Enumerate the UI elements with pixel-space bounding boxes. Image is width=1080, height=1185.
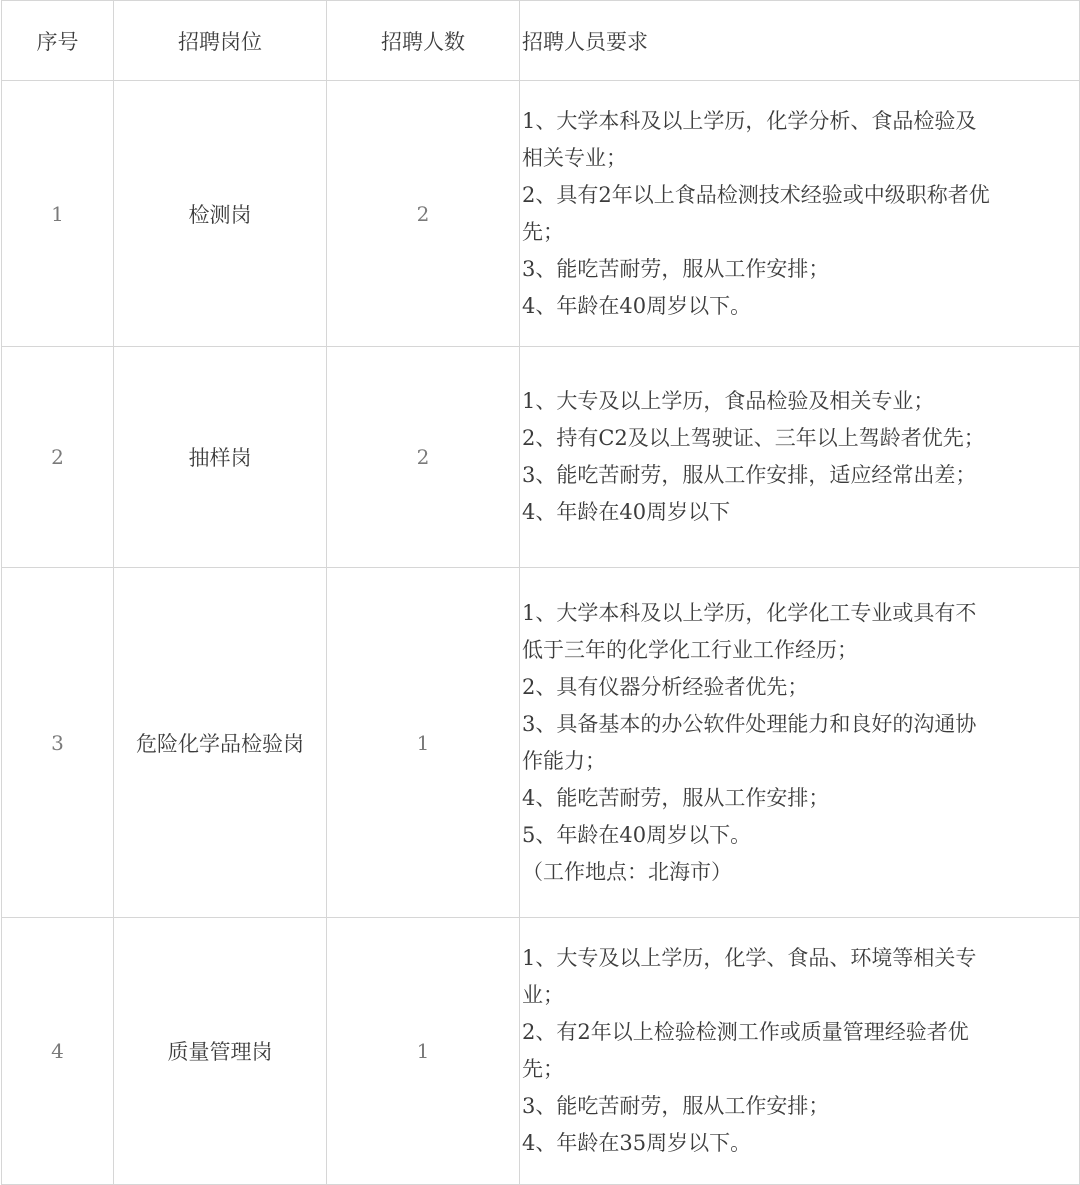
header-serial-number: 序号 xyxy=(2,1,114,81)
header-position: 招聘岗位 xyxy=(114,1,327,81)
row-serial-number: 3 xyxy=(2,568,114,918)
row-serial-number: 2 xyxy=(2,347,114,568)
row-serial-number: 4 xyxy=(2,918,114,1185)
requirement-line: 1、大专及以上学历，化学、食品、环境等相关专 xyxy=(522,946,977,970)
row-headcount: 2 xyxy=(327,347,520,568)
table-row xyxy=(2,347,1080,568)
requirement-line: 1、大学本科及以上学历，化学化工专业或具有不 xyxy=(522,600,977,625)
row-requirements xyxy=(520,568,1080,918)
header-requirements: 招聘人员要求 xyxy=(520,1,1080,81)
header-headcount: 招聘人数 xyxy=(327,1,520,81)
row-position: 抽样岗 xyxy=(114,347,327,568)
requirement-line: 相关专业； xyxy=(522,145,627,170)
row-position: 质量管理岗 xyxy=(114,918,327,1185)
table-row xyxy=(2,568,1080,918)
requirement-line: 先； xyxy=(522,1057,564,1081)
requirement-line: 2、持有C2及以上驾驶证、三年以上驾龄者优先； xyxy=(522,426,985,450)
requirement-line: 5、年龄在40周岁以下。 xyxy=(522,822,752,847)
table-row xyxy=(2,918,1080,1185)
row-requirements xyxy=(520,81,1080,347)
recruitment-table xyxy=(1,0,1080,1185)
requirement-line: （工作地点：北海市） xyxy=(522,859,732,884)
row-position: 检测岗 xyxy=(114,81,327,347)
row-headcount: 1 xyxy=(327,918,520,1185)
row-headcount: 1 xyxy=(327,568,520,918)
requirement-line: 3、能吃苦耐劳，服从工作安排； xyxy=(522,256,830,281)
requirement-line: 先； xyxy=(522,219,564,244)
requirement-line: 2、有2年以上检验检测工作或质量管理经验者优 xyxy=(522,1020,969,1044)
table-row xyxy=(2,81,1080,347)
requirement-line: 4、年龄在40周岁以下。 xyxy=(522,293,752,318)
requirement-line: 2、具有仪器分析经验者优先； xyxy=(522,674,809,699)
requirement-line: 低于三年的化学化工行业工作经历； xyxy=(522,637,858,662)
requirement-line: 1、大专及以上学历，食品检验及相关专业； xyxy=(522,389,935,413)
requirement-line: 2、具有2年以上食品检测技术经验或中级职称者优 xyxy=(522,182,990,207)
requirement-line: 作能力； xyxy=(522,748,606,773)
requirement-line: 4、年龄在40周岁以下 xyxy=(522,500,731,524)
table-header-row xyxy=(2,1,1080,81)
row-position: 危险化学品检验岗 xyxy=(114,568,327,918)
row-serial-number: 1 xyxy=(2,81,114,347)
requirement-line: 3、能吃苦耐劳，服从工作安排； xyxy=(522,1094,830,1118)
row-requirements xyxy=(520,918,1080,1185)
requirement-line: 业； xyxy=(522,983,564,1007)
row-headcount: 2 xyxy=(327,81,520,347)
requirement-line: 4、年龄在35周岁以下。 xyxy=(522,1131,752,1155)
requirement-line: 3、能吃苦耐劳，服从工作安排，适应经常出差； xyxy=(522,463,977,487)
requirement-line: 1、大学本科及以上学历，化学分析、食品检验及 xyxy=(522,108,977,133)
requirement-line: 4、能吃苦耐劳，服从工作安排； xyxy=(522,785,830,810)
requirement-line: 3、具备基本的办公软件处理能力和良好的沟通协 xyxy=(522,711,977,736)
row-requirements xyxy=(520,347,1080,568)
